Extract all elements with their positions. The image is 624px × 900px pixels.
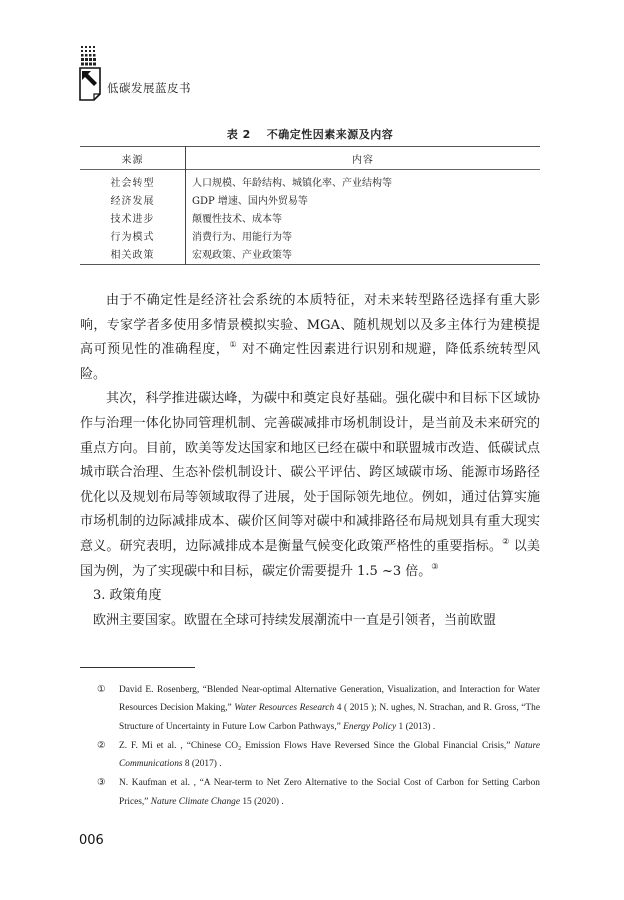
paragraph-europe: 欧洲主要国家。欧盟在全球可持续发展潮流中一直是引领者，当前欧盟 [93,612,497,628]
footnote-journal: Water Resources Research [234,703,335,714]
table-caption [80,126,540,142]
cell-source: 技术进步 [80,208,186,226]
book-logo-icon [78,46,104,102]
table-caption-number: 表 2 [226,128,251,141]
uncertainty-factors-table [80,146,540,265]
footnote-text: 1 (2013) . [396,721,436,732]
footnote-ref-2[interactable]: ② [502,536,510,546]
paragraph-uncertainty [80,289,540,387]
footnote-marker: ② [97,740,106,751]
table-row [80,244,540,265]
paragraph-carbon-peak [80,387,540,584]
table-row [80,226,540,244]
paragraph-text: 对不确定性因素进行识别和规避，降低系统转型风险。 [80,342,541,382]
paragraph-text: 以美国为例，为了实现碳中和目标，碳定价需要提升 1.5 ~3 倍。 [80,538,540,579]
footnote-marker: ① [97,685,106,695]
footnote-journal: Nature Climate Change [150,796,240,807]
cell-source: 社会转型 [80,170,186,191]
column-header-content: 内容 [352,154,374,166]
footnotes [97,681,540,812]
footnote-text: 15 (2020) . [240,796,284,807]
footnote-ref-1[interactable]: ① [229,340,238,350]
footnote-ref-3[interactable]: ③ [431,561,439,571]
body-text [80,289,540,633]
cell-content: 宏观政策、产业政策等 [192,249,292,261]
footnote-text: 8 (2017) . [182,759,222,770]
table-header-row [80,147,540,170]
cell-source: 相关政策 [80,244,186,265]
table-caption-title: 不确定性因素来源及内容 [266,128,394,141]
cell-source: 经济发展 [80,190,186,208]
table-row [80,208,540,226]
footnote-text: 4 ( 2015 ); N. ughes, N. Strachan, and R. Gross, “The Structure of Uncertainty in Future Low Carbon Pathways,” [119,703,541,732]
cell-content: 颠覆性技术、成本等 [192,213,282,225]
paragraph-text: 其次，科学推进碳达峰，为碳中和奠定良好基础。强化碳中和目标下区域协作与治理一体化协同管理机制、完善碳减排市场机制设计，是当前及未来研究的重点方向。目前，欧美等发达国家和地区已经在碳中和联盟城市改造、低碳试点城市联合治理、生态补偿机制设计、碳公平评估、跨区域碳市场、能源市场路径优化以及规划布局等领域取得了进展，处于国际领先地位。例如，通过估算实施市场机制的边际减排成本、碳价区间等对碳中和减排路径布局规划具有重大现实意义。研究表明，边际减排成本是衡量气候变化政策严格性的重要指标。 [80,391,540,554]
cell-content: 消费行为、用能行为等 [192,231,292,243]
footnote-journal: Energy Policy [343,721,397,732]
book-series-title: 低碳发展蓝皮书 [107,81,191,95]
footnote-divider [80,667,195,668]
table-row [80,170,540,191]
cell-content: 人口规模、年龄结构、城镇化率、产业结构等 [192,177,392,189]
footnote-3 [97,774,540,811]
footnote-marker: ③ [97,778,106,789]
cell-content: GDP 增速、国内外贸易等 [192,195,308,207]
section-heading: 3. 政策角度 [93,588,162,604]
page-number: 006 [79,833,104,848]
footnote-text: Z. F. Mi et al. , “Chinese CO₂ Emission Flows Have Reversed Since the Global Financial Crisis,” [119,740,515,751]
table-row [80,190,540,208]
footnote-1 [97,681,540,736]
footnote-text: N. Kaufman et al. , “A Near-term to Net Zero Alternative to the Social Cost of Carbon for Setting Carbon Prices,” [119,778,540,807]
footnote-2 [97,737,540,774]
column-header-source: 来源 [80,147,186,170]
footnote-text: David E. Rosenberg, “Blended Near-optimal Alternative Generation, Visualization, and Interaction for Water Resources Decision Making,” [119,685,540,714]
cell-source: 行为模式 [80,226,186,244]
paragraph-text: 由于不确定性是经济社会系统的本质特征，对未来转型路径选择有重大影响，专家学者多使用多情景模拟实验、MGA、随机规划以及多主体行为建模提高可预见性的准确程度， [80,293,540,358]
footnote-journal: Nature Communications [119,740,540,770]
